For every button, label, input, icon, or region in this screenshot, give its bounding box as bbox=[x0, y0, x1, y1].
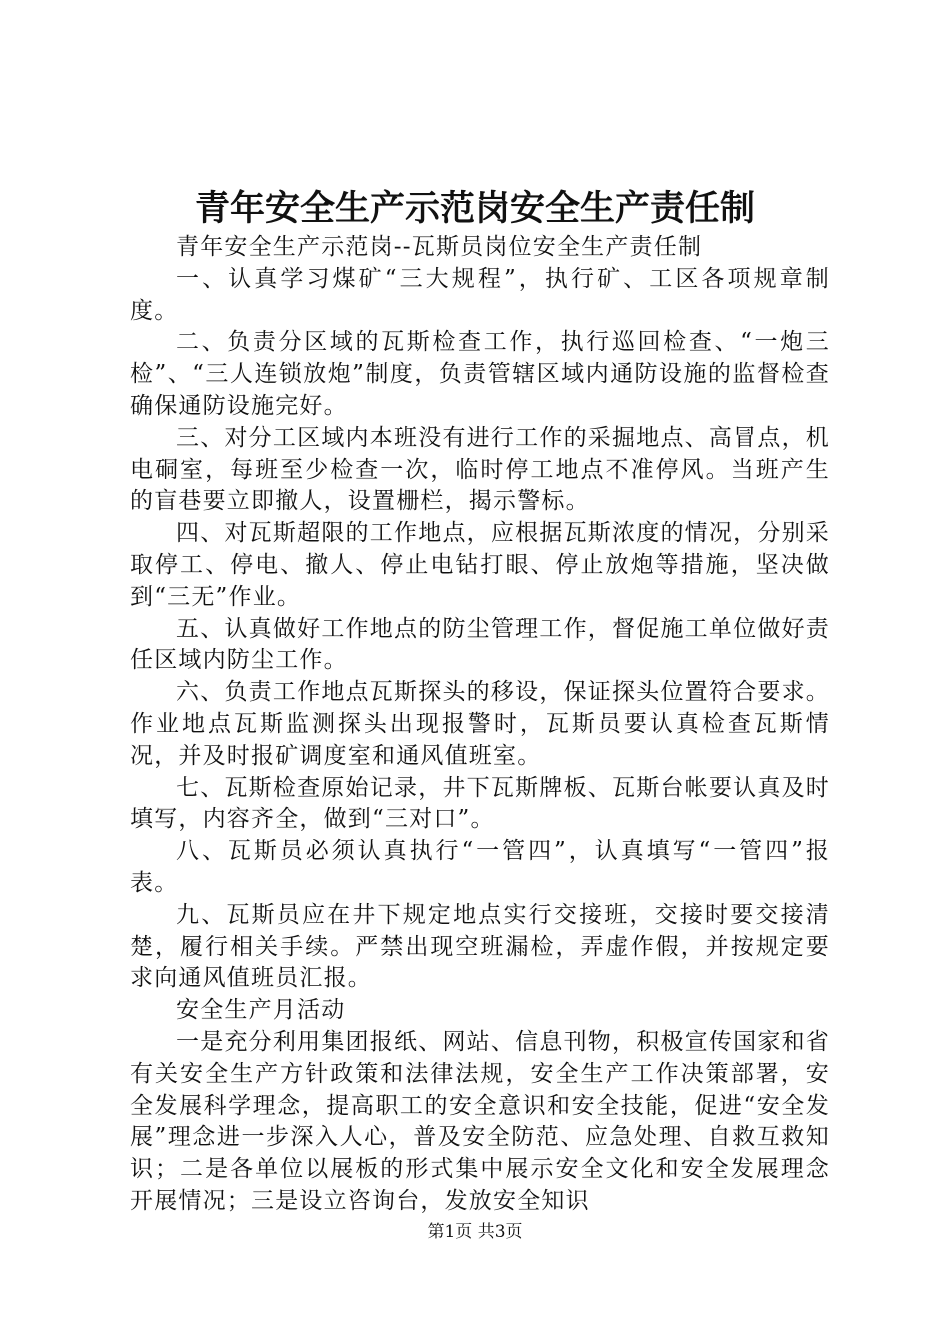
paragraph-2: 二、负责分区域的瓦斯检查工作，执行巡回检查、“一炮三检”、“三人连锁放炮”制度，负责管辖区域内通防设施的监督检查确保通防设施完好。 bbox=[130, 329, 830, 419]
section-heading: 安全生产月活动 bbox=[176, 997, 346, 1024]
paragraph-6: 六、负责工作地点瓦斯探头的移设，保证探头位置符合要求。作业地点瓦斯监测探头出现报警时，瓦斯员要认真检查瓦斯情况，并及时报矿调度室和通风值班室。 bbox=[130, 679, 830, 769]
paragraph-3: 三、对分工区域内本班没有进行工作的采掘地点、高冒点，机电硐室，每班至少检查一次，临时停工地点不准停风。当班产生的盲巷要立即撤人，设置栅栏，揭示警标。 bbox=[130, 424, 830, 515]
page-number-footer: 第1页 共3页 bbox=[427, 1222, 523, 1242]
paragraph-8: 八、瓦斯员必须认真执行“一管四”，认真填写“一管四”报表。 bbox=[130, 838, 830, 896]
paragraph-5: 五、认真做好工作地点的防尘管理工作，督促施工单位做好责任区域内防尘工作。 bbox=[130, 615, 830, 674]
subtitle-paragraph: 青年安全生产示范岗--瓦斯员岗位安全生产责任制 bbox=[176, 234, 703, 260]
section-paragraph: 一是充分利用集团报纸、网站、信息刊物，积极宣传国家和省有关安全生产方针政策和法律法规，安全生产工作决策部署，安全发展科学理念，提高职工的安全意识和安全技能，促进“安全发展”理念进一步深入人心，普及安全防范、应急处理、自救互救知识；二是各单位以展板的形式集中展示安全文化和安全发展理念开展情况；三是设立咨询台，发放安全知识 bbox=[130, 1028, 830, 1214]
paragraph-9: 九、瓦斯员应在井下规定地点实行交接班，交接时要交接清楚，履行相关手续。严禁出现空班漏检，弄虚作假，并按规定要求向通风值班员汇报。 bbox=[130, 901, 830, 992]
paragraph-7: 七、瓦斯检查原始记录，井下瓦斯牌板、瓦斯台帐要认真及时填写，内容齐全，做到“三对口”。 bbox=[130, 774, 830, 833]
paragraph-4: 四、对瓦斯超限的工作地点，应根据瓦斯浓度的情况，分别采取停工、停电、撤人、停止电钻打眼、停止放炮等措施，坚决做到“三无”作业。 bbox=[130, 520, 830, 610]
document-body bbox=[130, 232, 830, 1218]
document-title: 青年安全生产示范岗安全生产责任制 bbox=[194, 188, 755, 229]
paragraph-1: 一、认真学习煤矿“三大规程”，执行矿、工区各项规章制度。 bbox=[130, 265, 830, 324]
